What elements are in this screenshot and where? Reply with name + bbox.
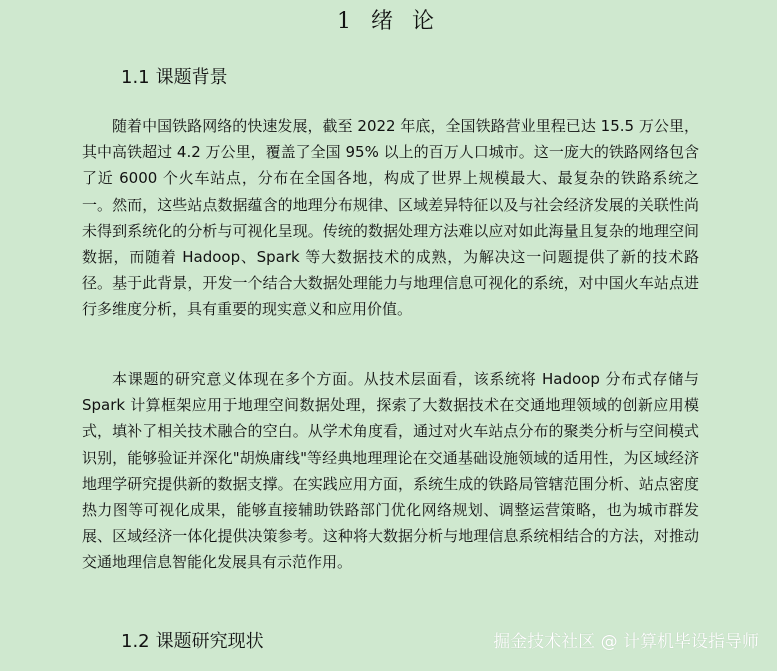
chapter-title	[0, 6, 777, 38]
section-title: 课题背景	[155, 67, 228, 88]
chapter-number: 1	[337, 9, 357, 34]
watermark: 掘金技术社区 @ 计算机毕设指导师	[493, 632, 759, 652]
section-number: 1.2	[121, 631, 150, 652]
section-heading-background	[121, 66, 228, 90]
paragraph-significance: 本课题的研究意义体现在多个方面。从技术层面看，该系统将 Hadoop 分布式存储与 Spark 计算框架应用于地理空间数据处理，探索了大数据技术在交通地理领域的创新应用模式，填补了相关技术融合的空白。从学术角度看，通过对火车站点分布的聚类分析与空间模式识别，能够验证并深化"胡焕庸线"等经典地理理论在交通基础设施领域的适用性，为区域经济地理学研究提供新的数据支撑。在实践应用方面，系统生成的铁路局管辖范围分析、站点密度热力图等可视化成果，能够直接辅助铁路部门优化网络规划、调整运营策略，也为城市群发展、区域经济一体化提供决策参考。这种将大数据分析与地理信息系统相结合的方法，对推动交通地理信息智能化发展具有示范作用。	[82, 370, 699, 572]
section-heading-research-status	[121, 630, 264, 654]
chapter-title-text: 绪 论	[371, 9, 440, 34]
section-number: 1.1	[121, 67, 150, 88]
section-title: 课题研究现状	[155, 631, 264, 652]
paragraph-background: 随着中国铁路网络的快速发展，截至 2022 年底，全国铁路营业里程已达 15.5 万公里，其中高铁超过 4.2 万公里，覆盖了全国 95% 以上的百万人口城市。这一庞大的铁路网络包含了近 6000 个火车站点，分布在全国各地，构成了世界上规模最大、最复杂的铁路系统之一。然而，这些站点数据蕴含的地理分布规律、区域差异特征以及与社会经济发展的关联性尚未得到系统化的分析与可视化呈现。传统的数据处理方法难以应对如此海量且复杂的地理空间数据，而随着 Hadoop、Spark 等大数据技术的成熟，为解决这一问题提供了新的技术路径。基于此背景，开发一个结合大数据处理能力与地理信息可视化的系统，对中国火车站点进行多维度分析，具有重要的现实意义和应用价值。	[82, 117, 699, 319]
